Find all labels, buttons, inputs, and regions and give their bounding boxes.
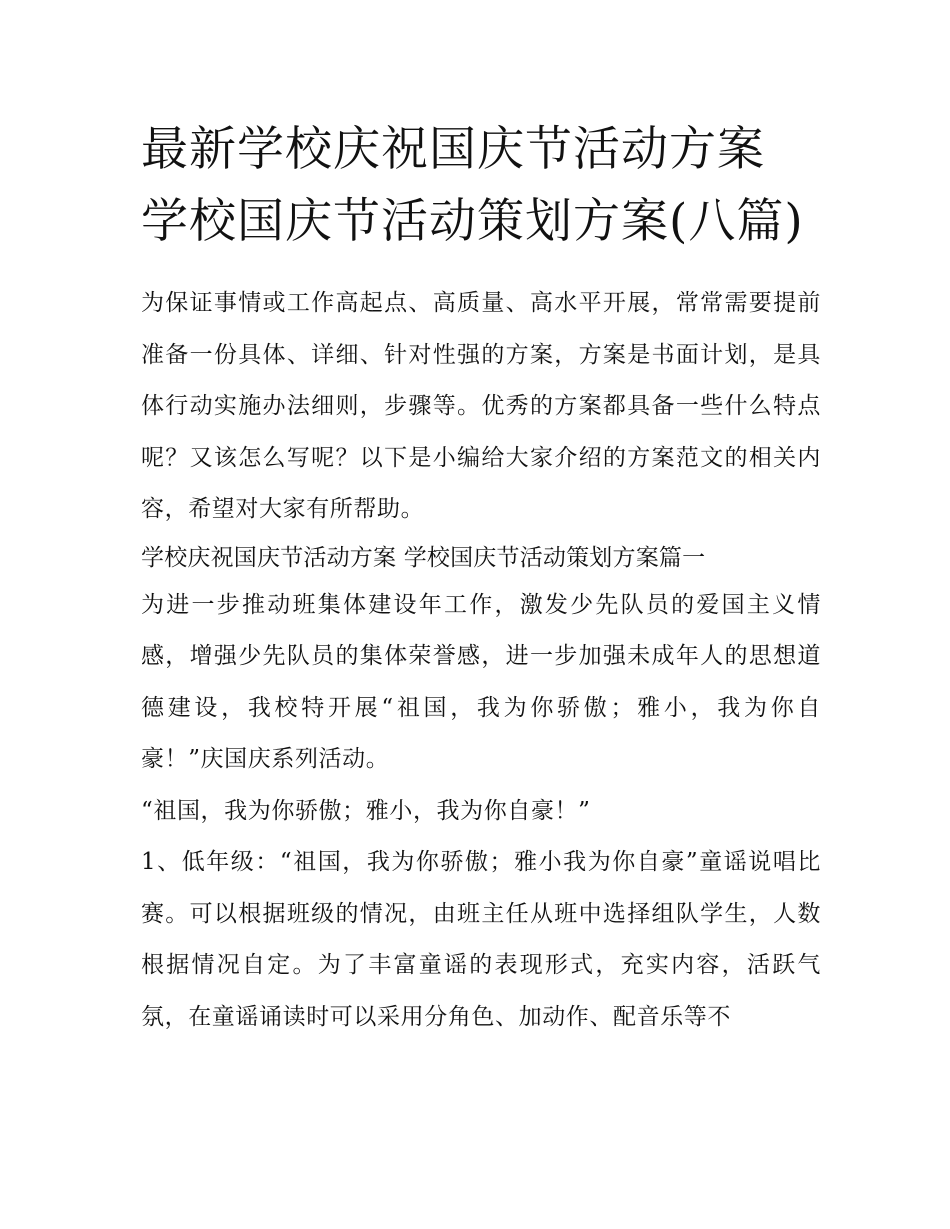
- slogan-paragraph: “祖国，我为你骄傲；雅小，我为你自豪！”: [141, 797, 591, 824]
- intro-paragraph: 为保证事情或工作高起点、高质量、高水平开展，常常需要提前准备一份具体、详细、针对性强的方案，方案是书面计划，是具体行动实施办法细则，步骤等。优秀的方案都具备一些什么特点呢？又该怎么写呢？以下是小编给大家介绍的方案范文的相关内容，希望对大家有所帮助。: [141, 290, 821, 522]
- document-body: [141, 278, 821, 1043]
- section-heading: 学校庆祝国庆节活动方案 学校国庆节活动策划方案篇一: [141, 544, 706, 571]
- document-page: [141, 114, 821, 1043]
- body-paragraph: 为进一步推动班集体建设年工作，激发少先队员的爱国主义情感，增强少先队员的集体荣誉感，进一步加强未成年人的思想道德建设，我校特开展“祖国，我为你骄傲；雅小，我为你自豪！”庆国庆系列活动。: [141, 591, 821, 772]
- document-title: 最新学校庆祝国庆节活动方案 学校国庆节活动策划方案(八篇): [141, 122, 804, 249]
- activity-paragraph: 1、低年级：“祖国，我为你骄傲；雅小我为你自豪”童谣说唱比赛。可以根据班级的情况，由班主任从班中选择组队学生，人数根据情况自定。为了丰富童谣的表现形式，充实内容，活跃气氛，在童谣诵读时可以采用分角色、加动作、配音乐等不: [141, 849, 821, 1030]
